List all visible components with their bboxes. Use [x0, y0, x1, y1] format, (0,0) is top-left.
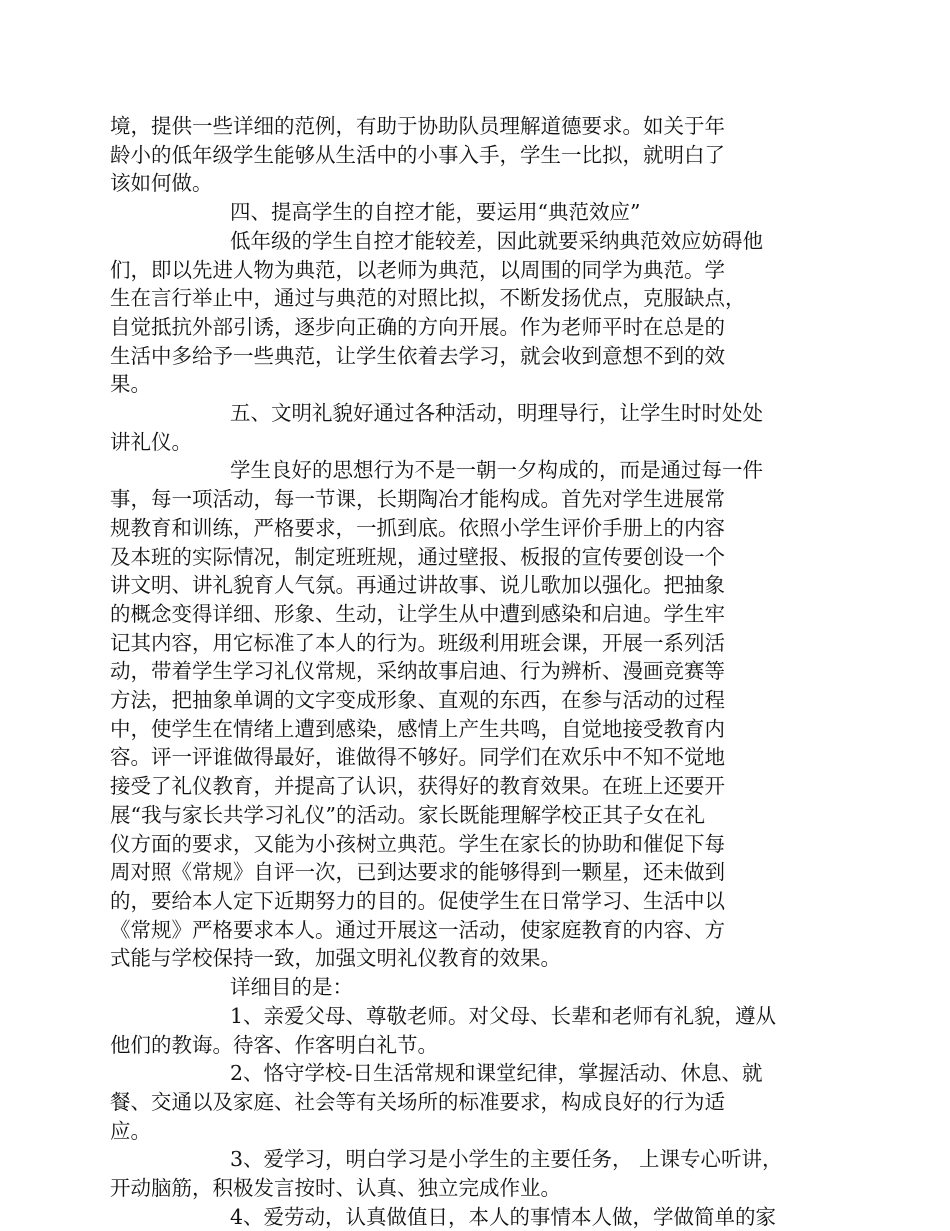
text-line: 《常规》严格要求本人。通过开展这一活动，使家庭教育的内容、方 — [110, 917, 725, 942]
text-line: 四、提高学生的自控才能，要运用“典范效应” — [230, 200, 641, 225]
text-line: 讲礼仪。 — [110, 429, 192, 454]
text-line: 果。 — [110, 372, 151, 397]
text-line: 1、亲爱父母、尊敬老师。对父母、长辈和老师有礼貌，遵从 — [230, 1003, 777, 1028]
text-line: 动，带着学生学习礼仪常规，采纳故事启迪、行为辨析、漫画竞赛等 — [110, 659, 725, 684]
text-line: 他们的教诲。待客、作客明白礼节。 — [110, 1032, 438, 1057]
text-line: 中，使学生在情绪上遭到感染，感情上产生共鸣，自觉地接受教育内 — [110, 716, 725, 741]
text-line: 生在言行举止中，通过与典范的对照比拟，不断发扬优点，克服缺点， — [110, 286, 746, 311]
text-line: 记其内容，用它标准了本人的行为。班级利用班会课，开展一系列活 — [110, 630, 725, 655]
text-line: 规教育和训练，严格要求，一抓到底。依照小学生评价手册上的内容 — [110, 515, 725, 540]
text-line: 龄小的低年级学生能够从生活中的小事入手，学生一比拟，就明白了 — [110, 142, 725, 167]
text-line: 自觉抵抗外部引诱，逐步向正确的方向开展。作为老师平时在总是的 — [110, 314, 725, 339]
text-line: 方法，把抽象单调的文字变成形象、直观的东西，在参与活动的过程 — [110, 688, 725, 713]
text-line: 的概念变得详细、形象、生动，让学生从中遭到感染和启迪。学生牢 — [110, 601, 725, 626]
text-line: 接受了礼仪教育，并提高了认识，获得好的教育效果。在班上还要开 — [110, 774, 725, 799]
text-line: 生活中多给予一些典范，让学生依着去学习，就会收到意想不到的效 — [110, 343, 725, 368]
text-line: 式能与学校保持一致，加强文明礼仪教育的效果。 — [110, 946, 561, 971]
text-line: 3、爱学习，明白学习是小学生的主要任务， 上课专心听讲， — [230, 1147, 783, 1172]
text-line: 2、恪守学校-日生活常规和课堂纪律，掌握活动、休息、就 — [230, 1061, 763, 1086]
text-line: 展“我与家长共学习礼仪”的活动。家长既能理解学校正其子女在礼 — [110, 802, 705, 827]
text-line: 们，即以先进人物为典范，以老师为典范，以周围的同学为典范。学 — [110, 257, 725, 282]
text-line: 境，提供一些详细的范例，有助于协助队员理解道德要求。如关于年 — [110, 114, 725, 138]
text-line: 该如何做。 — [110, 171, 213, 196]
text-line: 详细目的是： — [230, 975, 353, 1000]
text-line: 开动脑筋，积极发言按时、认真、独立完成作业。 — [110, 1176, 561, 1201]
text-line: 学生良好的思想行为不是一朝一夕构成的，而是通过每一件 — [230, 458, 763, 483]
text-line: 容。评一评谁做得最好，谁做得不够好。同学们在欢乐中不知不觉地 — [110, 745, 725, 770]
text-line: 五、文明礼貌好通过各种活动，明理导行，让学生时时处处 — [230, 401, 763, 426]
text-line: 仪方面的要求，又能为小孩树立典范。学生在家长的协助和催促下每 — [110, 831, 725, 856]
text-line: 应。 — [110, 1118, 151, 1143]
text-line: 餐、交通以及家庭、社会等有关场所的标准要求，构成良好的行为适 — [110, 1089, 725, 1114]
text-line: 4、爱劳动，认真做值日，本人的事情本人做，学做简单的家 — [230, 1204, 777, 1229]
text-line: 周对照《常规》自评一次，已到达要求的能够得到一颗星，还未做到 — [110, 860, 725, 885]
document-page — [110, 112, 822, 1231]
text-line: 低年级的学生自控才能较差，因此就要采纳典范效应妨碍他 — [230, 228, 763, 253]
text-line: 及本班的实际情况，制定班班规，通过壁报、板报的宣传要创设一个 — [110, 544, 725, 569]
text-line: 事，每一项活动，每一节课，长期陶冶才能构成。首先对学生进展常 — [110, 487, 725, 512]
text-line: 的，要给本人定下近期努力的目的。促使学生在日常学习、生活中以 — [110, 888, 725, 913]
text-line: 讲文明、讲礼貌育人气氛。再通过讲故事、说儿歌加以强化。把抽象 — [110, 573, 725, 598]
